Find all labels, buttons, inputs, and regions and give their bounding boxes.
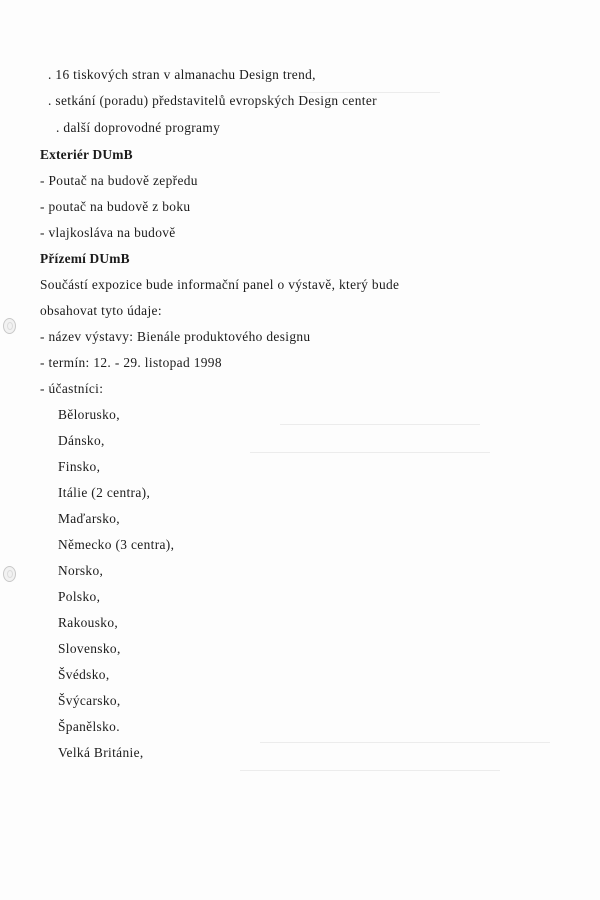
participant-item: Polsko, [58,589,101,604]
participant-item: Dánsko, [58,433,105,448]
paragraph-line: obsahovat tyto údaje: [40,303,162,318]
punch-hole-mark [3,566,16,582]
show-through-mark [260,742,550,743]
participant-item: Bělorusko, [58,407,120,422]
bullet-line: . další doprovodné programy [56,120,221,135]
participant-item: Švédsko, [58,667,110,682]
section-heading-ground-floor: Přízemí DUmB [40,251,130,266]
list-item: - poutač na budově z boku [40,199,191,214]
participant-item: Maďarsko, [58,511,121,526]
list-item: - termín: 12. - 29. listopad 1998 [40,355,222,370]
list-item: - název výstavy: Bienále produktového designu [40,329,311,344]
participant-item: Rakousko, [58,615,119,630]
participant-item: Švýcarsko, [58,693,121,708]
show-through-mark [250,452,490,453]
participant-item: Itálie (2 centra), [58,485,151,500]
section-heading-exterior: Exteriér DUmB [40,147,133,162]
participant-item: Německo (3 centra), [58,537,175,552]
participant-item: Slovensko, [58,641,121,656]
punch-hole-mark [3,318,16,334]
paragraph-line: Součástí expozice bude informační panel o výstavě, který bude [40,277,400,292]
show-through-mark [280,424,480,425]
participant-item: Finsko, [58,459,101,474]
show-through-mark [240,770,500,771]
list-item: - účastníci: [40,381,104,396]
bullet-line: . 16 tiskových stran v almanachu Design trend, [48,67,316,82]
bullet-line: . setkání (poradu) představitelů evropských Design center [48,93,377,108]
participant-item: Velká Británie, [58,745,144,760]
list-item: - Poutač na budově zepředu [40,173,198,188]
list-item: - vlajkosláva na budově [40,225,176,240]
participant-item: Norsko, [58,563,104,578]
participant-item: Španělsko. [58,719,120,734]
